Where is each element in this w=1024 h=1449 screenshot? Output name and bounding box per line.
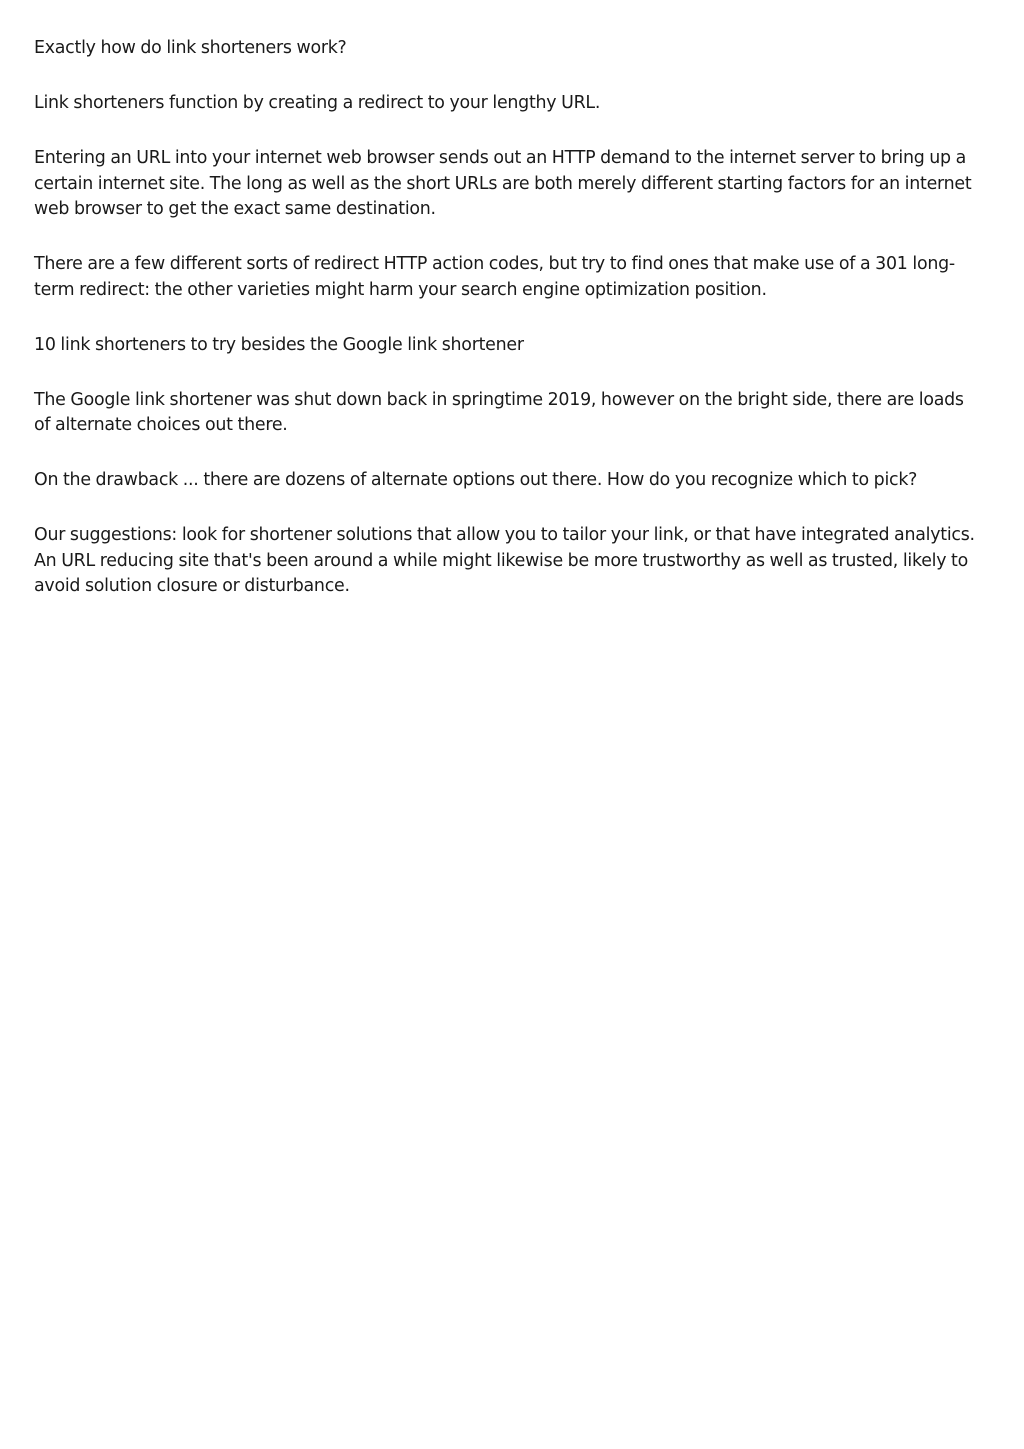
document-page	[34, 36, 984, 629]
paragraph-heading-ten-shorteners: 10 link shorteners to try besides the Google link shortener	[34, 334, 524, 355]
paragraph-google-shutdown: The Google link shortener was shut down back in springtime 2019, however on the bright side, there are loads of alternate choices out there.	[34, 389, 964, 436]
paragraph-redirect-intro: Link shorteners function by creating a redirect to your lengthy URL.	[34, 92, 601, 113]
paragraph-http-demand: Entering an URL into your internet web browser sends out an HTTP demand to the internet server to bring up a certain internet site. The long as well as the short URLs are both merely different starting factors for an internet web browser to get the exact same destination.	[34, 147, 972, 220]
paragraph-heading-how-shorteners-work: Exactly how do link shorteners work?	[34, 38, 347, 58]
paragraph-drawback: On the drawback ... there are dozens of alternate options out there. How do you recognize which to pick?	[34, 470, 918, 491]
paragraph-redirect-codes: There are a few different sorts of redirect HTTP action codes, but try to find ones that make use of a 301 long-term redirect: the other varieties might harm your search engine optimization position.	[34, 254, 955, 300]
paragraph-suggestions: Our suggestions: look for shortener solutions that allow you to tailor your link, or that have integrated analytics. An URL reducing site that's been around a while might likewise be more trustworthy as well as trusted, likely to avoid solution closure or disturbance.	[34, 525, 975, 597]
